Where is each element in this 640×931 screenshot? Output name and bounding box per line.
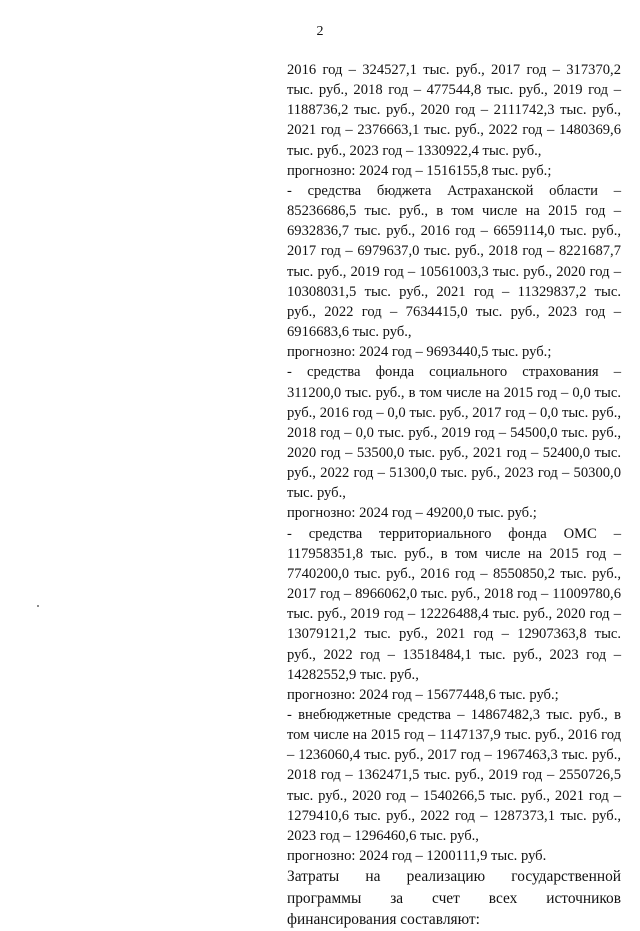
- paragraph-social-insurance-forecast: прогнозно: 2024 год – 49200,0 тыс. руб.;: [287, 505, 537, 522]
- page-number: 2: [316, 24, 324, 39]
- paragraph-federal-years: 2016 год – 324527,1 тыс. руб., 2017 год – 317370,2 тыс. руб., 2018 год – 477544,8 тыс. руб., 2019 год – 1188736,2 тыс. руб., 2020 год – 2111742,3 тыс. руб., 2021 год – 2376663,1 тыс. руб., 2022 год – 1480369,6 тыс. руб., 2023 год – 1330922,4 тыс. руб.,: [287, 62, 621, 159]
- paragraph-oms-forecast: прогнозно: 2024 год – 15677448,6 тыс. руб.;: [287, 686, 559, 703]
- paragraph-social-insurance: - средства фонда социального страхования – 311200,0 тыс. руб., в том числе на 2015 год – 0,0 тыс. руб., 2016 год – 0,0 тыс. руб., 2017 год – 0,0 тыс. руб., 2018 год – 0,0 тыс. руб., 2019 год – 54500,0 тыс. руб., 2020 год – 53500,0 тыс. руб., 2021 год – 52400,0 тыс. руб., 2022 год – 51300,0 тыс. руб., 2023 год – 50300,0 тыс. руб.,: [287, 364, 621, 502]
- paragraph-regional-budget: - средства бюджета Астраханской области – 85236686,5 тыс. руб., в том числе на 2015 год – 6932836,7 тыс. руб., 2016 год – 6659114,0 тыс. руб., 2017 год – 6979637,0 тыс. руб., 2018 год – 8221687,7 тыс. руб., 2019 год – 10561003,3 тыс. руб., 2020 год – 10308031,5 тыс. руб., 2021 год – 11329837,2 тыс. руб., 2022 год – 7634415,0 тыс. руб., 2023 год – 6916683,6 тыс. руб.,: [287, 182, 621, 341]
- paragraph-total-costs: Затраты на реализацию государственной программы за счет всех источников финансирования составляют:: [287, 868, 621, 929]
- paragraph-regional-forecast: прогнозно: 2024 год – 9693440,5 тыс. руб.;: [287, 344, 552, 361]
- margin-mark: [37, 605, 39, 607]
- paragraph-oms-fund: - средства территориального фонда ОМС – 117958351,8 тыс. руб., в том числе на 2015 год – 7740200,0 тыс. руб., 2016 год – 8550850,2 тыс. руб., 2017 год – 8966062,0 тыс. руб., 2018 год – 11009780,6 тыс. руб., 2019 год – 12226488,4 тыс. руб., 2020 год – 13079121,2 тыс. руб., 2021 год – 12907363,8 тыс. руб., 2022 год – 13518484,1 тыс. руб., 2023 год – 14282552,9 тыс. руб.,: [287, 525, 621, 683]
- paragraph-extrabudgetary-forecast: прогнозно: 2024 год – 1200111,9 тыс. руб.: [287, 848, 547, 865]
- paragraph-federal-forecast: прогнозно: 2024 год – 1516155,8 тыс. руб.;: [287, 162, 552, 179]
- funding-text-column: [287, 60, 621, 931]
- paragraph-extrabudgetary: - внебюджетные средства – 14867482,3 тыс. руб., в том числе на 2015 год – 1147137,9 тыс. руб., 2016 год – 1236060,4 тыс. руб., 2017 год – 1967463,3 тыс. руб., 2018 год – 1362471,5 тыс. руб., 2019 год – 2550726,5 тыс. руб., 2020 год – 1540266,5 тыс. руб., 2021 год – 1279410,6 тыс. руб., 2022 год – 1287373,1 тыс. руб., 2023 год – 1296460,6 тыс. руб.,: [287, 707, 621, 844]
